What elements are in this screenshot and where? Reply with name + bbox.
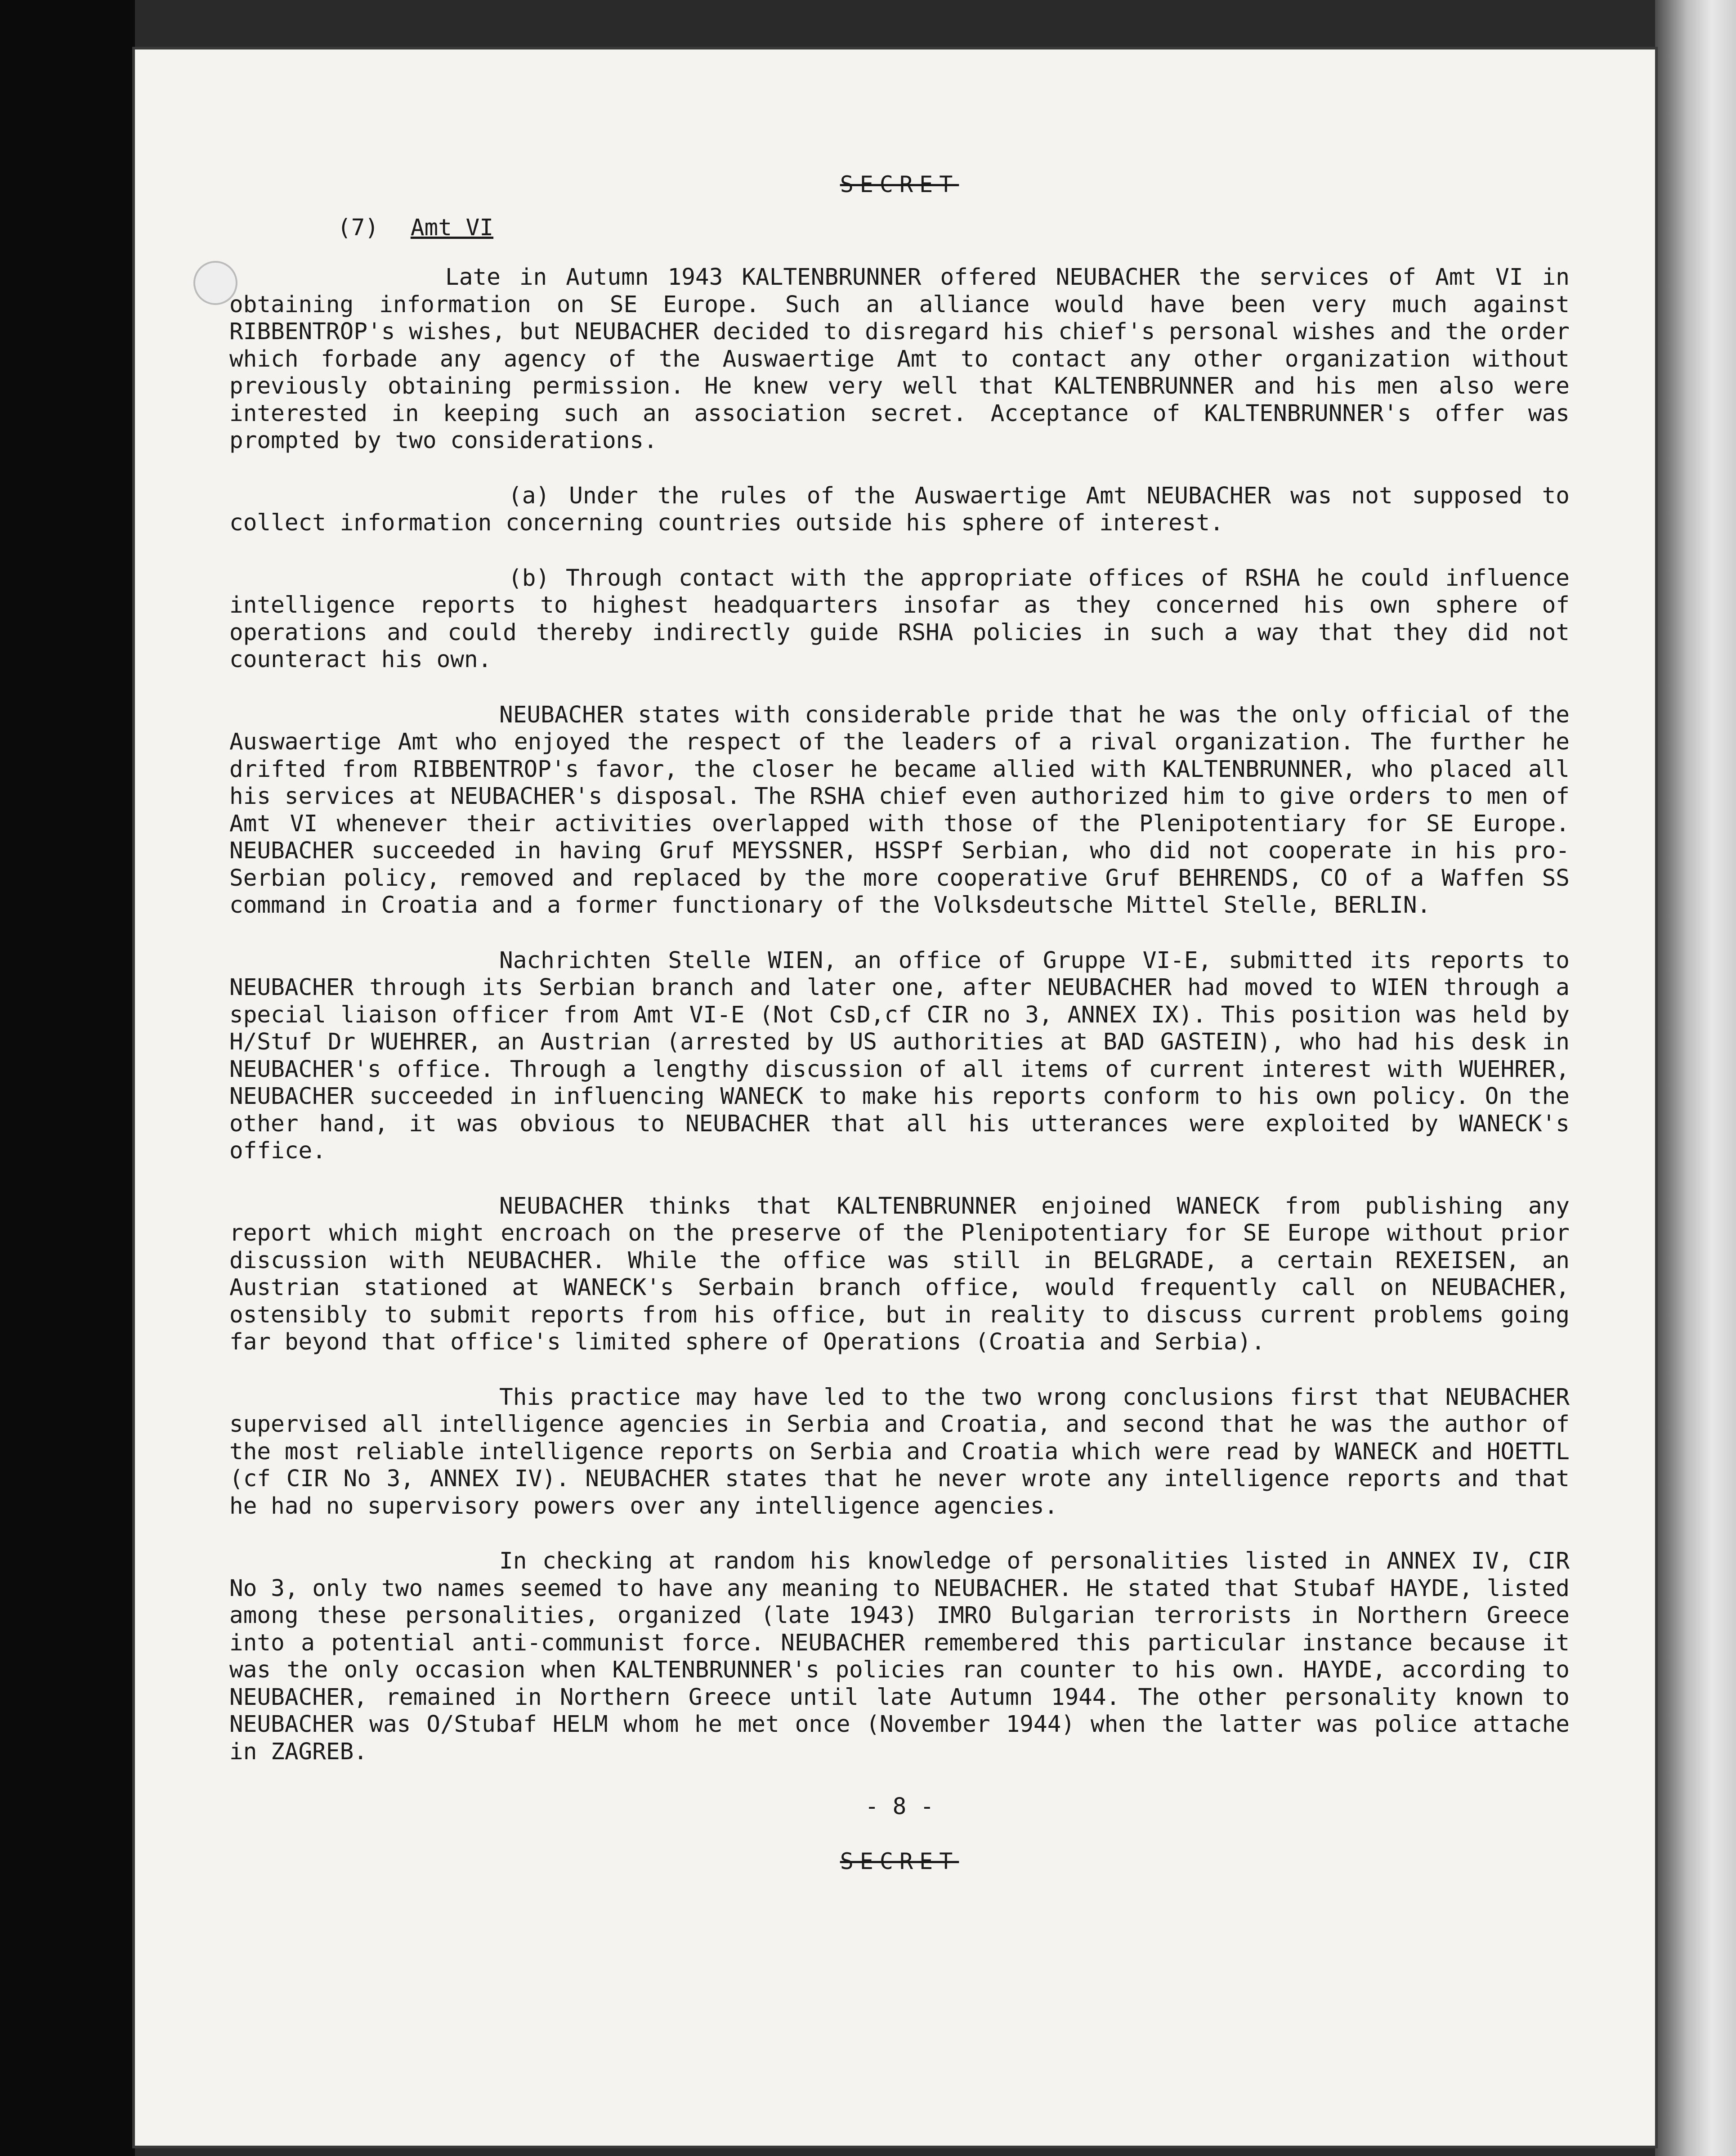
paragraph-8: In checking at random his knowledge of personalities listed in ANNEX IV, CIR No 3, only two names seemed to have any meaning to NEUBACHER. He stated that Stubaf HAYDE, listed among these personalities, organized (late 1943) IMRO Bulgarian terrorists in Northern Greece into a potential anti-communist force. NEUBACHER remembered this particular instance because it was the only occasion when KALTENBRUNNER's policies ran counter to his own. HAYDE, according to NEUBACHER, remained in Northern Greece until late Autumn 1944. The other personality known to NEUBACHER was O/Stubaf HELM whom he met once (November 1944) when the latter was police attache in ZAGREB. — [229, 1548, 1570, 1765]
paragraph-6: NEUBACHER thinks that KALTENBRUNNER enjoined WANECK from publishing any report which might encroach on the preserve of the Plenipotentiary for SE Europe without prior discussion with NEUBACHER. While the office was still in BELGRADE, a certain REXEISEN, an Austrian stationed at WANECK's Serbain branch office, would frequently call on NEUBACHER, ostensibly to submit reports from his office, but in reality to discuss current problems going far beyond that office's limited sphere of Operations (Croatia and Serbia). — [229, 1192, 1570, 1355]
paragraph-4: NEUBACHER states with considerable pride that he was the only official of the Auswaertige Amt who enjoyed the respect of the leaders of a rival organization. The further he drifted from RIBBENTROP's favor, the closer he became allied with KALTENBRUNNER, who placed all his services at NEUBACHER's disposal. The RSHA chief even authorized him to give orders to men of Amt VI whenever their activities overlapped with those of the Plenipotentiary for SE Europe. NEUBACHER succeeded in having Gruf MEYSSNER, HSSPf Serbian, who did not cooperate in his pro-Serbian policy, removed and replaced by the more cooperative Gruf BEHRENDS, CO of a Waffen SS command in Croatia and a former functionary of the Volksdeutsche Mittel Stelle, BERLIN. — [229, 701, 1570, 919]
section-heading — [337, 215, 1570, 242]
document-page — [135, 49, 1655, 2146]
section-title: Amt VI — [410, 214, 494, 241]
section-number: (7) — [337, 214, 379, 241]
paragraph-2: (a) Under the rules of the Auswaertige Amt NEUBACHER was not supposed to collect information concerning countries outside his sphere of interest. — [229, 482, 1570, 536]
paragraph-3: (b) Through contact with the appropriate offices of RSHA he could influence intelligence reports to highest headquarters insofar as they concerned his own sphere of operations and could thereby indirectly guide RSHA policies in such a way that they did not counteract his own. — [229, 565, 1570, 673]
scan-left-border — [0, 0, 135, 2156]
header-classification: SECRET — [840, 171, 959, 197]
footer-classification: SECRET — [840, 1848, 959, 1874]
page-number: - 8 - — [865, 1793, 934, 1820]
scan-right-border — [1655, 0, 1736, 2156]
document-body — [229, 171, 1570, 1875]
paragraph-1: Late in Autumn 1943 KALTENBRUNNER offered NEUBACHER the services of Amt VI in obtaining information on SE Europe. Such an alliance would have been very much against RIBBENTROP's wishes, but NEUBACHER decided to disregard his chief's personal wishes and the order which forbade any agency of the Auswaertige Amt to contact any other organization without previously obtaining permission. He knew very well that KALTENBRUNNER and his men also were interested in keeping such an association secret. Acceptance of KALTENBRUNNER's offer was prompted by two considerations. — [229, 264, 1570, 454]
paragraph-7: This practice may have led to the two wrong conclusions first that NEUBACHER supervised all intelligence agencies in Serbia and Croatia, and second that he was the author of the most reliable intelligence reports on Serbia and Croatia which were read by WANECK and HOETTL (cf CIR No 3, ANNEX IV). NEUBACHER states that he never wrote any intelligence reports and that he had no supervisory powers over any intelligence agencies. — [229, 1384, 1570, 1520]
paragraph-5: Nachrichten Stelle WIEN, an office of Gruppe VI-E, submitted its reports to NEUBACHER through its Serbian branch and later one, after NEUBACHER had moved to WIEN through a special liaison officer from Amt VI-E (Not CsD,cf CIR no 3, ANNEX IX). This position was held by H/Stuf Dr WUEHRER, an Austrian (arrested by US authorities at BAD GASTEIN), who had his desk in NEUBACHER's office. Through a lengthy discussion of all items of current interest with WUEHRER, NEUBACHER succeeded in influencing WANECK to make his reports conform to his own policy. On the other hand, it was obvious to NEUBACHER that all his utterances were exploited by WANECK's office. — [229, 947, 1570, 1164]
